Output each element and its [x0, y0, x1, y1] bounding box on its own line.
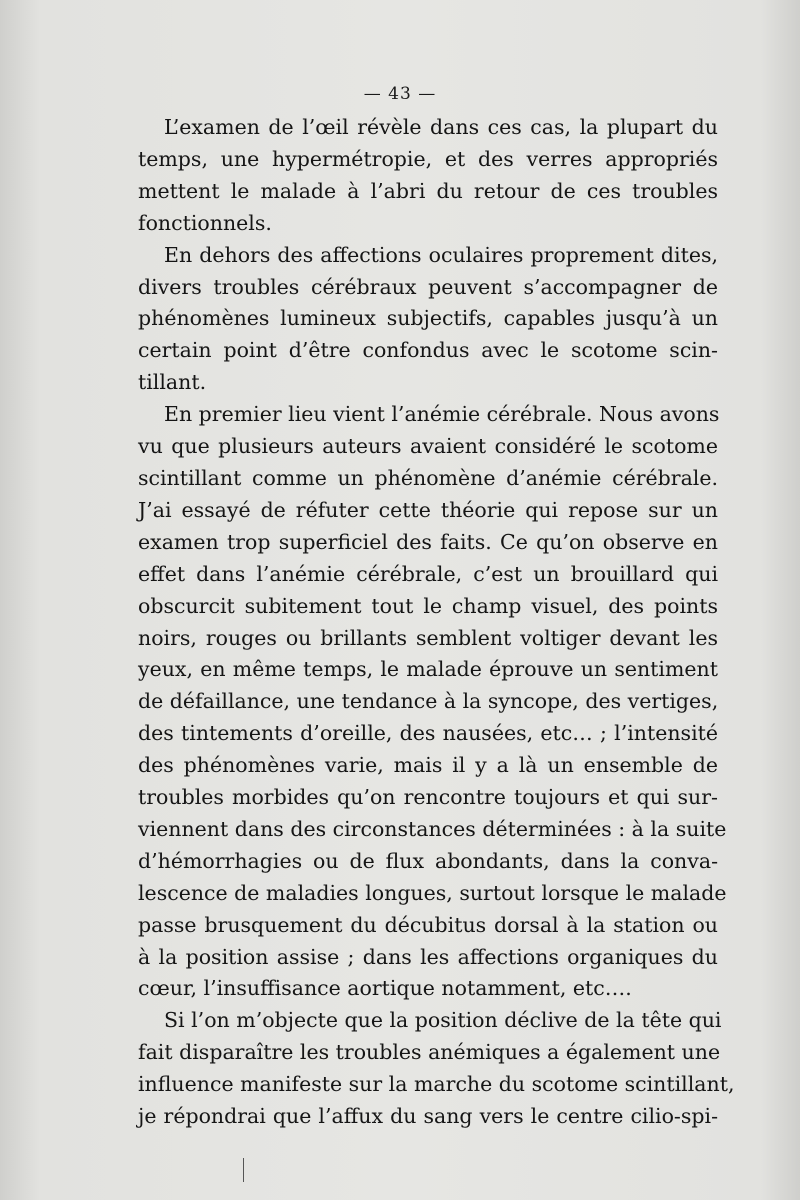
text-line: influence manifeste sur la marche du scotome scintillant,: [138, 1072, 735, 1097]
text-line: d’hémorrhagies ou de flux abondants, dans la conva-: [138, 848, 718, 873]
text-line: obscurcit subitement tout le champ visuel, des points: [138, 593, 718, 618]
text-line: fonctionnels.: [138, 210, 272, 235]
text-line: temps, une hypermétropie, et des verres appropriés: [138, 146, 718, 171]
text-line: scintillant comme un phénomène d’anémie cérébrale.: [138, 465, 718, 490]
text-line: certain point d’être confondus avec le scotome scin-: [138, 338, 718, 363]
text-line: divers troubles cérébraux peuvent s’accompagner de: [138, 274, 718, 299]
text-line: des phénomènes varie, mais il y a là un ensemble de: [138, 753, 718, 778]
margin-mark: [243, 1158, 244, 1182]
text-line: tillant.: [138, 370, 207, 395]
text-line: fait disparaître les troubles anémiques a également une: [138, 1040, 721, 1065]
text-line: vu que plusieurs auteurs avaient considéré le scotome: [138, 434, 718, 459]
text-line: L’examen de l’œil révèle dans ces cas, la plupart du: [164, 115, 718, 139]
text-line: cœur, l’insuffisance aortique notamment, etc….: [138, 976, 632, 1001]
body-text: [138, 112, 735, 1133]
text-line: viennent dans des circonstances déterminées : à la suite: [138, 816, 727, 841]
page-number: — 43 —: [363, 84, 437, 104]
text-line: je répondrai que l’affux du sang vers le centre cilio-spi-: [138, 1104, 718, 1129]
text-line: yeux, en même temps, le malade éprouve un sentiment: [138, 657, 718, 682]
text-line: J’ai essayé de réfuter cette théorie qui repose sur un: [138, 497, 718, 522]
text-line: lescence de maladies longues, surtout lorsque le malade: [138, 880, 727, 905]
text-line: passe brusquement du décubitus dorsal à la station ou: [138, 912, 718, 937]
text-line: des tintements d’oreille, des nausées, etc… ; l’intensité: [138, 721, 718, 746]
text-line: phénomènes lumineux subjectifs, capables jusqu’à un: [138, 306, 718, 331]
text-line: En dehors des affections oculaires proprement dites,: [164, 242, 718, 267]
text-line: examen trop superficiel des faits. Ce qu’on observe en: [138, 529, 718, 554]
text-line: mettent le malade à l’abri du retour de ces troubles: [138, 178, 718, 203]
text-line: noirs, rouges ou brillants semblent voltiger devant les: [138, 625, 718, 650]
text-line: Si l’on m’objecte que la position déclive de la tête qui: [164, 1008, 722, 1033]
text-line: En premier lieu vient l’anémie cérébrale. Nous avons: [164, 402, 720, 427]
text-line: de défaillance, une tendance à la syncope, des vertiges,: [138, 689, 719, 714]
text-line: effet dans l’anémie cérébrale, c’est un brouillard qui: [138, 561, 718, 586]
text-line: troubles morbides qu’on rencontre toujours et qui sur-: [138, 785, 718, 810]
text-line: à la position assise ; dans les affections organiques du: [138, 944, 718, 969]
